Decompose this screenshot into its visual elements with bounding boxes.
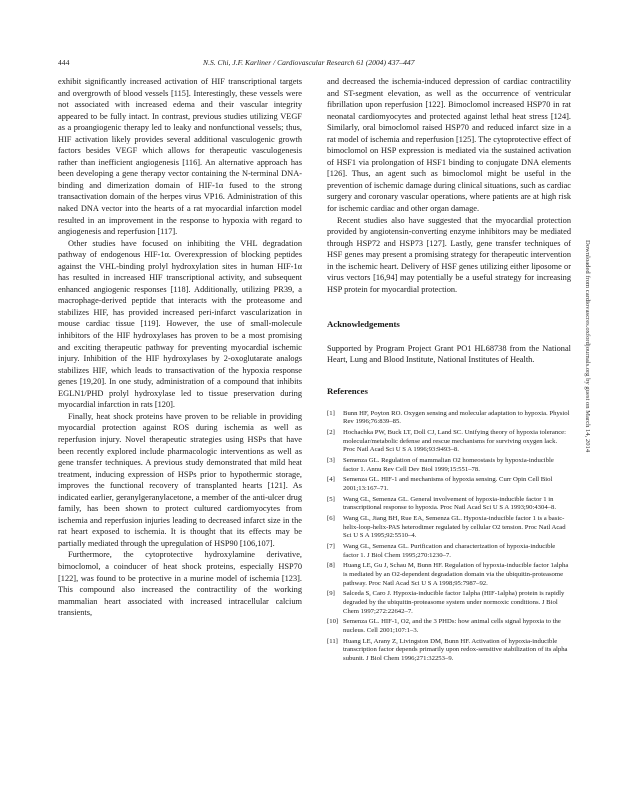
running-head: N.S. Chi, J.F. Karliner / Cardiovascular Research 61 (2004) 437–447 [203, 58, 415, 67]
acknowledgements-title: Acknowledgements [327, 319, 400, 330]
page-number: 444 [58, 58, 70, 67]
left-column [58, 76, 302, 619]
body-paragraph: Finally, heat shock proteins have proven to be reliable in providing myocardial protection against ROS during ischemia as well as reperfusion injury. Novel therapeutic strategies using HSPs that have been recently explored include pharmacologic interventions as well as gene transfer techniques. A previous study demonstrated that mild heat treatment, inducing expression of HSPs prior to hypothermic storage, improves the functional recovery of transplanted hearts [121]. As indicated earlier, geranylgeranylacetone, a member of the anti-ulcer drug family, has been shown to protect cultured cardiomyocytes from ischemia and reperfusion injuries leading to decreased infarct size in the rat heart exposed to ischemia. It is thought that its effects may be partially mediated through the upregulation of HSP90 [106,107]. [58, 411, 302, 548]
body-paragraph: Furthermore, the cytoprotective hydroxylamine derivative, bimoclomol, a coinducer of heat shock proteins, especially HSP70 [122], was found to be protective in a murine model of ischemia [123]. This compound also increased the contractility of the working mammalian heart associated with increased intracellular calcium transients, [58, 550, 302, 618]
download-watermark [582, 240, 592, 570]
body-paragraph: and decreased the ischemia-induced depression of cardiac contractility and ST-segment elevation, as well as the occurrence of ventricular fibrillation upon reperfusion [122]. Bimoclomol increased HSP70 in rat neonatal cardiomyocytes and protected against lethal heat stress [124]. Similarly, oral bimoclomol raised HSP70 and reduced infarct size in a rat model of ischemia and reperfusion [125]. The cytoprotective effect of bimoclomol on HSP expression is mediated via the sustained activation of HSF1 via prolongation of HSF1 binding to conjugate DNA elements [126]. Thus, an agent such as bimoclomol might be useful in the prevention of ischemic damage during clinical situations, such as cardiac surgery and coronary vascular operations, where patients are at high risk for ischemic cardiac and other organ damage. [327, 77, 571, 214]
reference-item: [10] Semenza GL. HIF-1, O2, and the 3 PHDs: how animal cells signal hypoxia to the nucleus. Cell 2001;107:1–3. [327, 618, 561, 634]
reference-item: [8] Huang LE, Gu J, Schau M, Bunn HF. Regulation of hypoxia-inducible factor 1alpha is mediated by an O2-dependent degradation domain via the ubiquitin-proteasome pathway. Proc Natl Acad Sci U S A 1998;95:7987–92. [327, 562, 569, 587]
reference-item: [9] Salceda S, Caro J. Hypoxia-inducible factor 1alpha (HIF-1alpha) protein is rapidly degraded by the ubiquitin-proteasome system under normoxic conditions. J Biol Chem 1997;272:22642–7. [327, 590, 565, 615]
download-note: Downloaded from cardiovascres.oxfordjournals.org by guest on March 14, 2014 [584, 240, 591, 453]
reference-list [327, 410, 571, 664]
reference-item: [7] Wang GL, Semenza GL. Purification and characterization of hypoxia-inducible factor 1. J Biol Chem 1995;270:1230–7. [327, 543, 556, 559]
body-paragraph: exhibit significantly increased activation of HIF transcriptional targets and overgrowth of blood vessels [115]. Interestingly, these vessels were not associated with increased edema and their vascular integrity appeared to be fully intact. In contrast, previous studies utilizing VEGF as a proangiogenic therapy led to leaky and nonfunctional vessels; thus, HIF activation likely provides several additional vasculogenic growth factors besides VEGF which allows for therapeutic vasculogenesis rather than inefficient angiogenesis [116]. An alternative approach has been developing a gene therapy vector containing the N-terminal DNA-binding and dimerization domain of HIF-1α fused to the strong transactivation domain of the herpes virus VP16. Administration of this naked DNA vector into the hearts of a rat myocardial infarction model resulted in an improvement in the response to hypoxia with regard to angiogenesis and reperfusion [117]. [58, 77, 302, 237]
acknowledgements-text: Supported by Program Project Grant PO1 HL68738 from the National Heart, Lung and Blood Institute, National Institutes of Health. [327, 343, 571, 365]
body-paragraph: Recent studies also have suggested that the myocardial protection provided by angiotensin-converting enzyme inhibitors may be mediated through HSP72 and HSP73 [127]. Lastly, gene transfer techniques of HSF genes may present a promising strategy for therapeutic intervention in the ischemic heart. Delivery of HSF genes utilizing either liposome or virus vectors [16,94] may potentially be a useful strategy for increasing HSP protein for myocardial protection. [327, 215, 571, 294]
reference-item: [2] Hochachka PW, Buck LT, Doll CJ, Land SC. Unifying theory of hypoxia tolerance: molecular/metabolic defense and rescue mechanisms for surviving oxygen lack. Proc Natl Acad Sci U S A 1996;93:9493–8. [327, 428, 566, 454]
reference-item: [5] Wang GL, Semenza GL. General involvement of hypoxia-inducible factor 1 in transcriptional response to hypoxia. Proc Natl Acad Sci U S A 1993;90:4304–8. [327, 495, 557, 512]
reference-item: [6] Wang GL, Jiang BH, Rue EA, Semenza GL. Hypoxia-inducible factor 1 is a basic-helix-loop-helix-PAS heterodimer regulated by cellular O2 tension. Proc Natl Acad Sci U S A 1995;92:5510–4. [327, 515, 566, 540]
reference-item: [1] Bunn HF, Poyton RO. Oxygen sensing and molecular adaptation to hypoxia. Physiol Rev 1996;76:839–85. [327, 409, 570, 426]
right-column [327, 76, 571, 666]
reference-item: [11] Huang LE, Arany Z, Livingston DM, Bunn HF. Activation of hypoxia-inducible transcription factor depends primarily upon redox-sensitive stabilization of its alpha subunit. J Biol Chem 1996;271:32253–9. [327, 637, 568, 662]
running-header [58, 58, 558, 70]
references-title: References [327, 386, 368, 397]
reference-item: [4] Semenza GL. HIF-1 and mechanisms of hypoxia sensing. Curr Opin Cell Biol 2001;13:167–71. [327, 476, 553, 492]
reference-item: [3] Semenza GL. Regulation of mammalian O2 homeostasis by hypoxia-inducible factor 1. Annu Rev Cell Dev Biol 1999;15:551–78. [327, 456, 554, 473]
body-paragraph: Other studies have focused on inhibiting the VHL degradation pathway of endogenous HIF-1α. Overexpression of blocking peptides against the VHL-binding prolyl hydroxylation sites in human HIF-1α has resulted in increased HIF transcriptional activity, and subsequent enhanced angiogenic responses [118]. Additionally, utilizing PR39, a macrophage-derived peptide that interacts with the proteasome and stabilizes HIF, has provided increased peri-infarct vascularization in mouse cardiac tissue [119]. However, the use of small-molecule inhibitors of the HIF hydroxylases has proven to be a most promising and exciting therapeutic pathway for preventing myocardial ischemic injury. Inhibition of the HIF hydroxylases by 2-oxoglutarate analogs stabilizes HIF, which leads to transactivation of the hypoxia response genes [19,20]. In one study, administration of a compound that inhibits EGLN1/PHD prolyl hydroxylase led to tissue preservation during myocardial infarction in rats [120]. [58, 238, 302, 410]
